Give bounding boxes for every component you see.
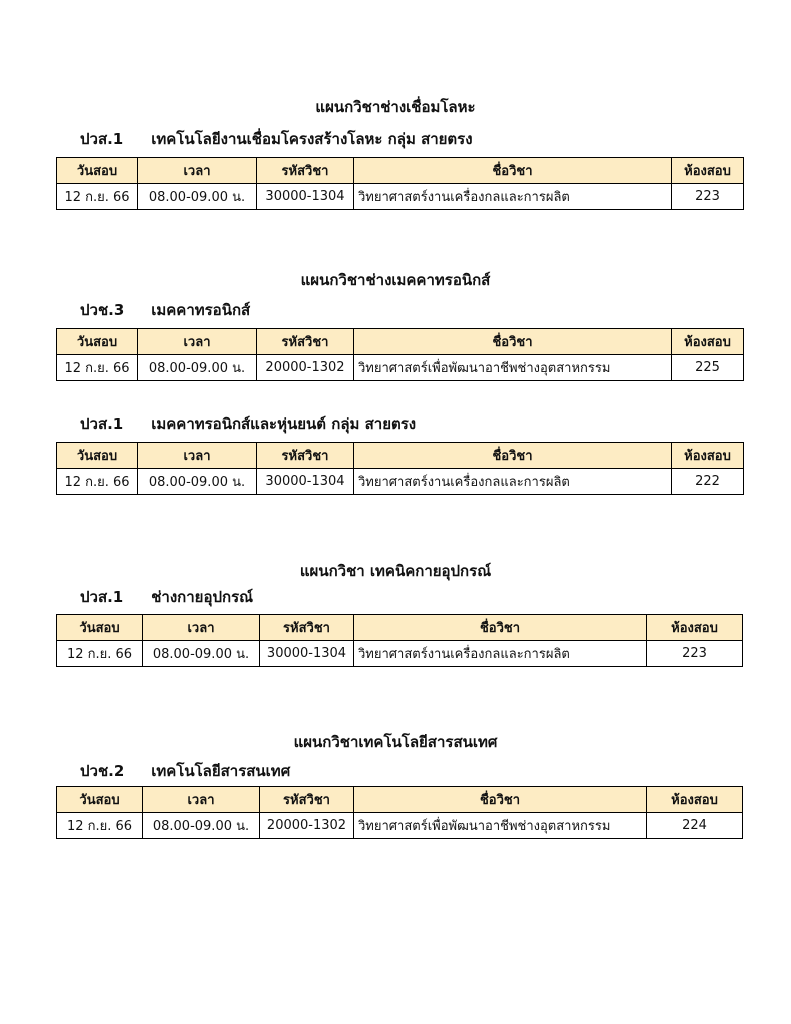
header-row bbox=[57, 329, 744, 355]
table-row bbox=[57, 355, 744, 381]
program-level: ปวช.3 bbox=[80, 301, 125, 319]
program-name: เมคคาทรอนิกส์และหุ่นยนต์ กลุ่ม สายตรง bbox=[151, 415, 417, 433]
exam-room: 224 bbox=[647, 813, 743, 839]
table-row bbox=[57, 469, 744, 495]
table-row bbox=[57, 184, 744, 210]
program-name: เทคโนโลยีงานเชื่อมโครงสร้างโลหะ กลุ่ม สายตรง bbox=[151, 130, 473, 148]
header-room: ห้องสอบ bbox=[672, 443, 744, 469]
header-date: วันสอบ bbox=[57, 787, 143, 813]
header-room: ห้องสอบ bbox=[647, 615, 743, 641]
exam-date: 12 ก.ย. 66 bbox=[57, 641, 143, 667]
header-time: เวลา bbox=[138, 443, 257, 469]
header-code: รหัสวิชา bbox=[257, 443, 354, 469]
exam-room: 225 bbox=[672, 355, 744, 381]
exam-time: 08.00-09.00 น. bbox=[143, 641, 260, 667]
department-title: แผนกวิชาช่างเมคคาทรอนิกส์ bbox=[300, 271, 491, 289]
exam-date: 12 ก.ย. 66 bbox=[57, 469, 138, 495]
subject-name: วิทยาศาสตร์งานเครื่องกลและการผลิต bbox=[354, 184, 672, 210]
header-date: วันสอบ bbox=[57, 158, 138, 184]
header-time: เวลา bbox=[143, 615, 260, 641]
exam-time: 08.00-09.00 น. bbox=[138, 355, 257, 381]
exam-date: 12 ก.ย. 66 bbox=[57, 355, 138, 381]
header-subject: ชื่อวิชา bbox=[354, 158, 672, 184]
header-room: ห้องสอบ bbox=[672, 158, 744, 184]
header-date: วันสอบ bbox=[57, 615, 143, 641]
table-row bbox=[57, 641, 743, 667]
header-room: ห้องสอบ bbox=[647, 787, 743, 813]
header-code: รหัสวิชา bbox=[257, 329, 354, 355]
header-subject: ชื่อวิชา bbox=[354, 443, 672, 469]
exam-room: 223 bbox=[647, 641, 743, 667]
exam-date: 12 ก.ย. 66 bbox=[57, 184, 138, 210]
exam-date: 12 ก.ย. 66 bbox=[57, 813, 143, 839]
header-code: รหัสวิชา bbox=[260, 787, 354, 813]
header-row bbox=[57, 787, 743, 813]
exam-table bbox=[56, 786, 743, 839]
program-name: ช่างกายอุปกรณ์ bbox=[151, 588, 254, 606]
header-room: ห้องสอบ bbox=[672, 329, 744, 355]
program-name: เทคโนโลยีสารสนเทศ bbox=[151, 762, 291, 780]
table-row bbox=[57, 813, 743, 839]
program-heading bbox=[80, 128, 473, 150]
program-level: ปวส.1 bbox=[80, 130, 124, 148]
exam-room: 223 bbox=[672, 184, 744, 210]
header-subject: ชื่อวิชา bbox=[354, 615, 647, 641]
subject-code: 20000-1302 bbox=[257, 355, 354, 381]
program-heading bbox=[80, 413, 416, 435]
subject-code: 30000-1304 bbox=[257, 469, 354, 495]
subject-name: วิทยาศาสตร์เพื่อพัฒนาอาชีพช่างอุตสาหกรรม bbox=[354, 355, 672, 381]
subject-name: วิทยาศาสตร์งานเครื่องกลและการผลิต bbox=[354, 641, 647, 667]
exam-table bbox=[56, 328, 744, 381]
header-subject: ชื่อวิชา bbox=[354, 329, 672, 355]
program-heading bbox=[80, 586, 253, 608]
department-title: แผนกวิชาเทคโนโลยีสารสนเทศ bbox=[293, 733, 498, 751]
subject-code: 30000-1304 bbox=[260, 641, 354, 667]
program-level: ปวส.1 bbox=[80, 588, 124, 606]
program-level: ปวช.2 bbox=[80, 762, 125, 780]
program-level: ปวส.1 bbox=[80, 415, 124, 433]
program-name: เมคคาทรอนิกส์ bbox=[151, 301, 251, 319]
exam-room: 222 bbox=[672, 469, 744, 495]
header-row bbox=[57, 443, 744, 469]
subject-name: วิทยาศาสตร์งานเครื่องกลและการผลิต bbox=[354, 469, 672, 495]
subject-name: วิทยาศาสตร์เพื่อพัฒนาอาชีพช่างอุตสาหกรรม bbox=[354, 813, 647, 839]
header-code: รหัสวิชา bbox=[257, 158, 354, 184]
program-heading bbox=[80, 760, 290, 782]
header-time: เวลา bbox=[138, 329, 257, 355]
program-heading bbox=[80, 299, 250, 321]
exam-table bbox=[56, 614, 743, 667]
department-title: แผนกวิชา เทคนิคกายอุปกรณ์ bbox=[299, 562, 492, 580]
exam-time: 08.00-09.00 น. bbox=[143, 813, 260, 839]
header-row bbox=[57, 158, 744, 184]
header-date: วันสอบ bbox=[57, 443, 138, 469]
header-time: เวลา bbox=[138, 158, 257, 184]
subject-code: 30000-1304 bbox=[257, 184, 354, 210]
subject-code: 20000-1302 bbox=[260, 813, 354, 839]
header-date: วันสอบ bbox=[57, 329, 138, 355]
department-title: แผนกวิชาช่างเชื่อมโลหะ bbox=[315, 98, 476, 116]
header-time: เวลา bbox=[143, 787, 260, 813]
exam-table bbox=[56, 157, 744, 210]
exam-table bbox=[56, 442, 744, 495]
exam-time: 08.00-09.00 น. bbox=[138, 184, 257, 210]
header-code: รหัสวิชา bbox=[260, 615, 354, 641]
exam-time: 08.00-09.00 น. bbox=[138, 469, 257, 495]
header-subject: ชื่อวิชา bbox=[354, 787, 647, 813]
header-row bbox=[57, 615, 743, 641]
